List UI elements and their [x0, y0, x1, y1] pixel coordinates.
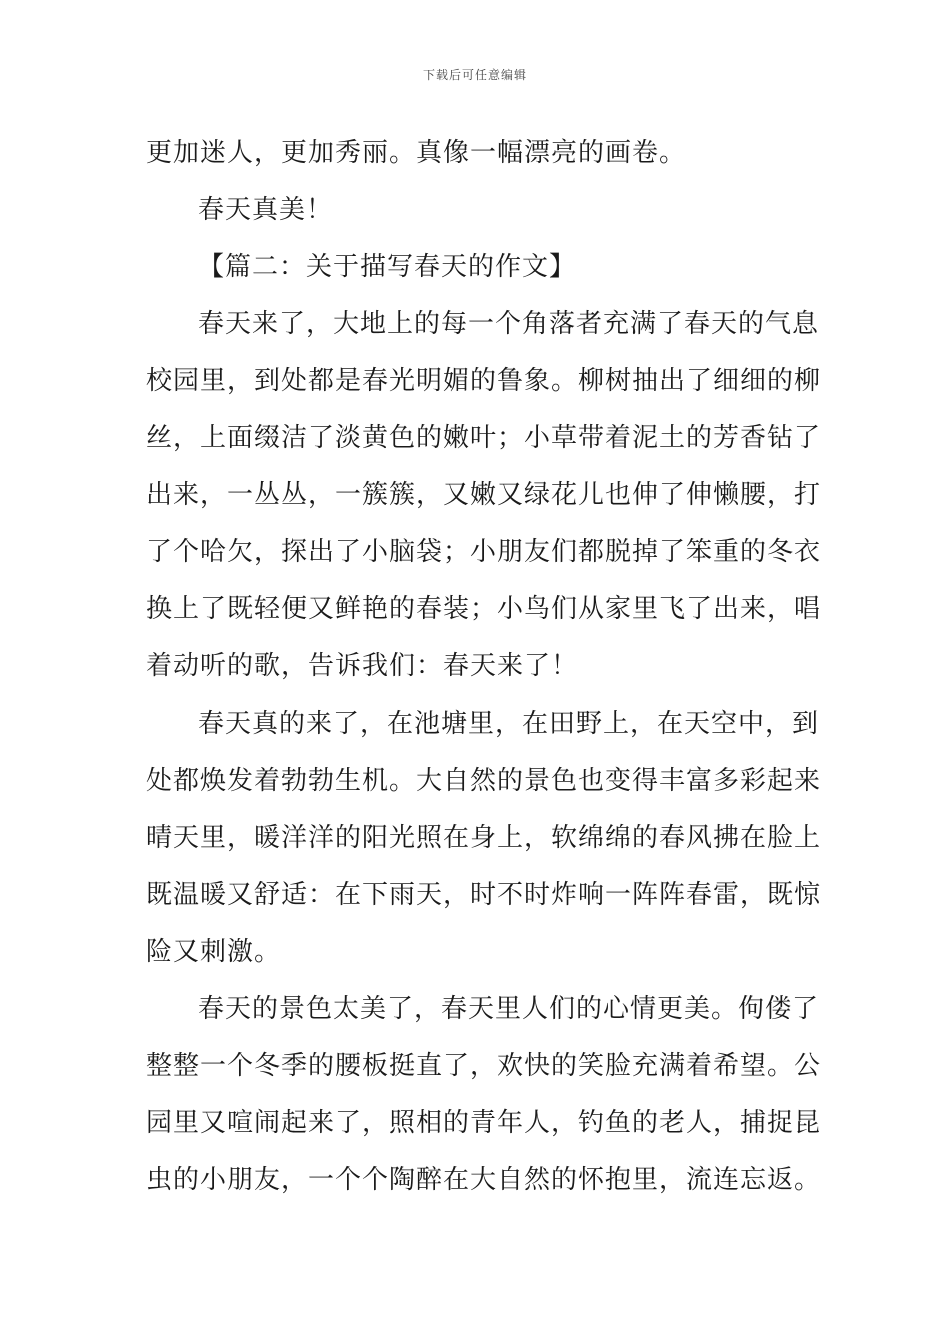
section-heading: 【篇二：关于描写春天的作文】: [198, 252, 577, 282]
text-line: 换上了既轻便又鲜艳的春装；小鸟们从家里飞了出来，唱: [146, 594, 822, 624]
text-line: 了个哈欠，探出了小脑袋；小朋友们都脱掉了笨重的冬衣: [146, 537, 822, 567]
text-line: 春天真的来了，在池塘里，在田野上，在天空中，到: [198, 709, 820, 739]
text-line: 春天真美！: [198, 195, 334, 225]
text-line: 虫的小朋友，一个个陶醉在大自然的怀抱里，流连忘返。: [146, 1165, 822, 1195]
text-line: 既温暖又舒适：在下雨天，时不时炸响一阵阵春雷，既惊: [146, 880, 822, 910]
text-line: 丝，上面缀洁了淡黄色的嫩叶；小草带着泥土的芳香钻了: [146, 423, 822, 453]
page-header: 下载后可任意编辑: [422, 68, 527, 82]
text-line: 处都焕发着勃勃生机。大自然的景色也变得丰富多彩起来: [146, 766, 822, 796]
text-line: 晴天里，暖洋洋的阳光照在身上，软绵绵的春风拂在脸上: [146, 823, 822, 853]
text-line: 着动听的歌，告诉我们：春天来了！: [146, 651, 579, 681]
text-line: 险又刺激。: [146, 937, 282, 967]
text-line: 出来，一丛丛，一簇簇，又嫩又绿花儿也伸了伸懒腰，打: [146, 480, 822, 510]
text-line: 园里又喧闹起来了，照相的青年人，钓鱼的老人，捕捉昆: [146, 1108, 822, 1138]
text-line: 校园里，到处都是春光明媚的鲁象。柳树抽出了细细的柳: [146, 366, 822, 396]
text-line: 更加迷人，更加秀丽。真像一幅漂亮的画卷。: [146, 138, 687, 168]
text-line: 春天的景色太美了，春天里人们的心情更美。佝偻了: [198, 994, 820, 1024]
text-line: 春天来了，大地上的每一个角落者充满了春天的气息: [198, 309, 820, 339]
text-line: 整整一个冬季的腰板挺直了，欢快的笑脸充满着希望。公: [146, 1051, 822, 1081]
